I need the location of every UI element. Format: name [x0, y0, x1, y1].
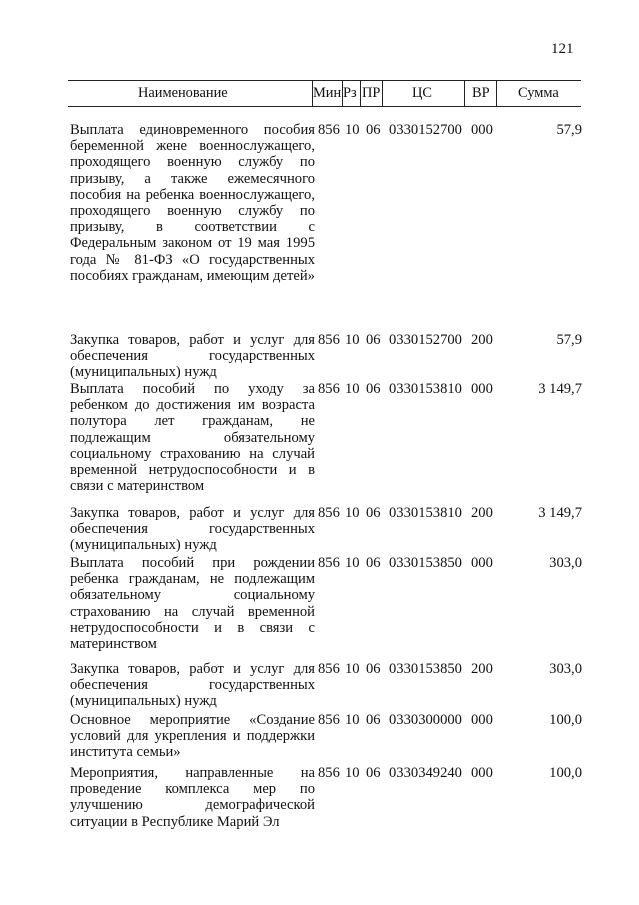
- row-min: 856: [318, 122, 340, 138]
- row-vr: 200: [471, 505, 493, 521]
- header-separator: [496, 81, 497, 106]
- row-vr: 000: [471, 381, 493, 397]
- row-rz: 10: [345, 122, 360, 138]
- row-sum: 100,0: [549, 712, 582, 728]
- row-rz: 10: [345, 381, 360, 397]
- row-sum: 303,0: [549, 661, 582, 677]
- row-vr: 000: [471, 712, 493, 728]
- row-min: 856: [318, 381, 340, 397]
- header-separator: [382, 81, 383, 106]
- row-cs: 0330153850: [389, 555, 462, 571]
- row-cs: 0330349240: [389, 765, 462, 781]
- row-sum: 3 149,7: [538, 381, 582, 397]
- row-sum: 303,0: [549, 555, 582, 571]
- row-cs: 0330152700: [389, 332, 462, 348]
- row-pr: 06: [366, 381, 381, 397]
- row-rz: 10: [345, 332, 360, 348]
- row-pr: 06: [366, 122, 381, 138]
- row-sum: 57,9: [556, 122, 582, 138]
- row-name: Закупка товаров, работ и услуг для обеспечения государственных (муниципальных) нужд: [70, 505, 315, 554]
- row-rz: 10: [345, 712, 360, 728]
- row-rz: 10: [345, 661, 360, 677]
- row-name: Выплата пособий по уходу за ребенком до достижения им возраста полутора лет гражданам, не подлежащим обязательному социальному страхованию на случай временной нетрудоспособности и в связи с материнством: [70, 381, 315, 495]
- row-cs: 0330153810: [389, 505, 462, 521]
- row-rz: 10: [345, 765, 360, 781]
- header-sum: Сумма: [518, 85, 559, 101]
- header-pr: ПР: [362, 85, 381, 101]
- row-cs: 0330300000: [389, 712, 462, 728]
- row-vr: 200: [471, 661, 493, 677]
- row-sum: 100,0: [549, 765, 582, 781]
- row-name: Закупка товаров, работ и услуг для обеспечения государственных (муниципальных) нужд: [70, 661, 315, 710]
- row-min: 856: [318, 332, 340, 348]
- row-rz: 10: [345, 505, 360, 521]
- page-number: 121: [551, 41, 574, 57]
- header-min: Мин: [313, 85, 342, 101]
- row-min: 856: [318, 505, 340, 521]
- row-min: 856: [318, 712, 340, 728]
- row-pr: 06: [366, 765, 381, 781]
- table-header: [68, 80, 581, 107]
- row-cs: 0330153810: [389, 381, 462, 397]
- row-pr: 06: [366, 505, 381, 521]
- row-rz: 10: [345, 555, 360, 571]
- row-cs: 0330152700: [389, 122, 462, 138]
- row-vr: 000: [471, 555, 493, 571]
- row-name: Основное мероприятие «Создание условий для укрепления и поддержки института семьи»: [70, 712, 315, 761]
- row-vr: 000: [471, 765, 493, 781]
- row-pr: 06: [366, 712, 381, 728]
- header-name: Наименование: [138, 85, 228, 101]
- row-pr: 06: [366, 661, 381, 677]
- row-min: 856: [318, 765, 340, 781]
- row-pr: 06: [366, 332, 381, 348]
- row-pr: 06: [366, 555, 381, 571]
- header-vr: ВР: [472, 85, 490, 101]
- row-min: 856: [318, 555, 340, 571]
- header-separator: [464, 81, 465, 106]
- row-min: 856: [318, 661, 340, 677]
- row-name: Выплата пособий при рождении ребенка гражданам, не подлежащим обязательному социальному страхованию на случай временной нетрудоспособности и в связи с материнством: [70, 555, 315, 653]
- header-cs: ЦС: [412, 85, 432, 101]
- header-rz: Рз: [343, 85, 357, 101]
- header-separator: [360, 81, 361, 106]
- row-sum: 3 149,7: [538, 505, 582, 521]
- row-vr: 200: [471, 332, 493, 348]
- row-name: Выплата единовременного пособия беременной жене военнослужащего, проходящего военную службу по призыву, а также ежемесячного пособия на ребенка военнослужащего, проходящего военную службу по призыву, в соответствии с Федеральным законом от 19 мая 1995 года № 81-ФЗ «О государственных пособиях гражданам, имеющим детей»: [70, 122, 315, 284]
- row-sum: 57,9: [556, 332, 582, 348]
- row-vr: 000: [471, 122, 493, 138]
- row-name: Мероприятия, направленные на проведение комплекса мер по улучшению демографической ситуации в Республике Марий Эл: [70, 765, 315, 830]
- row-cs: 0330153850: [389, 661, 462, 677]
- row-name: Закупка товаров, работ и услуг для обеспечения государственных (муниципальных) нужд: [70, 332, 315, 381]
